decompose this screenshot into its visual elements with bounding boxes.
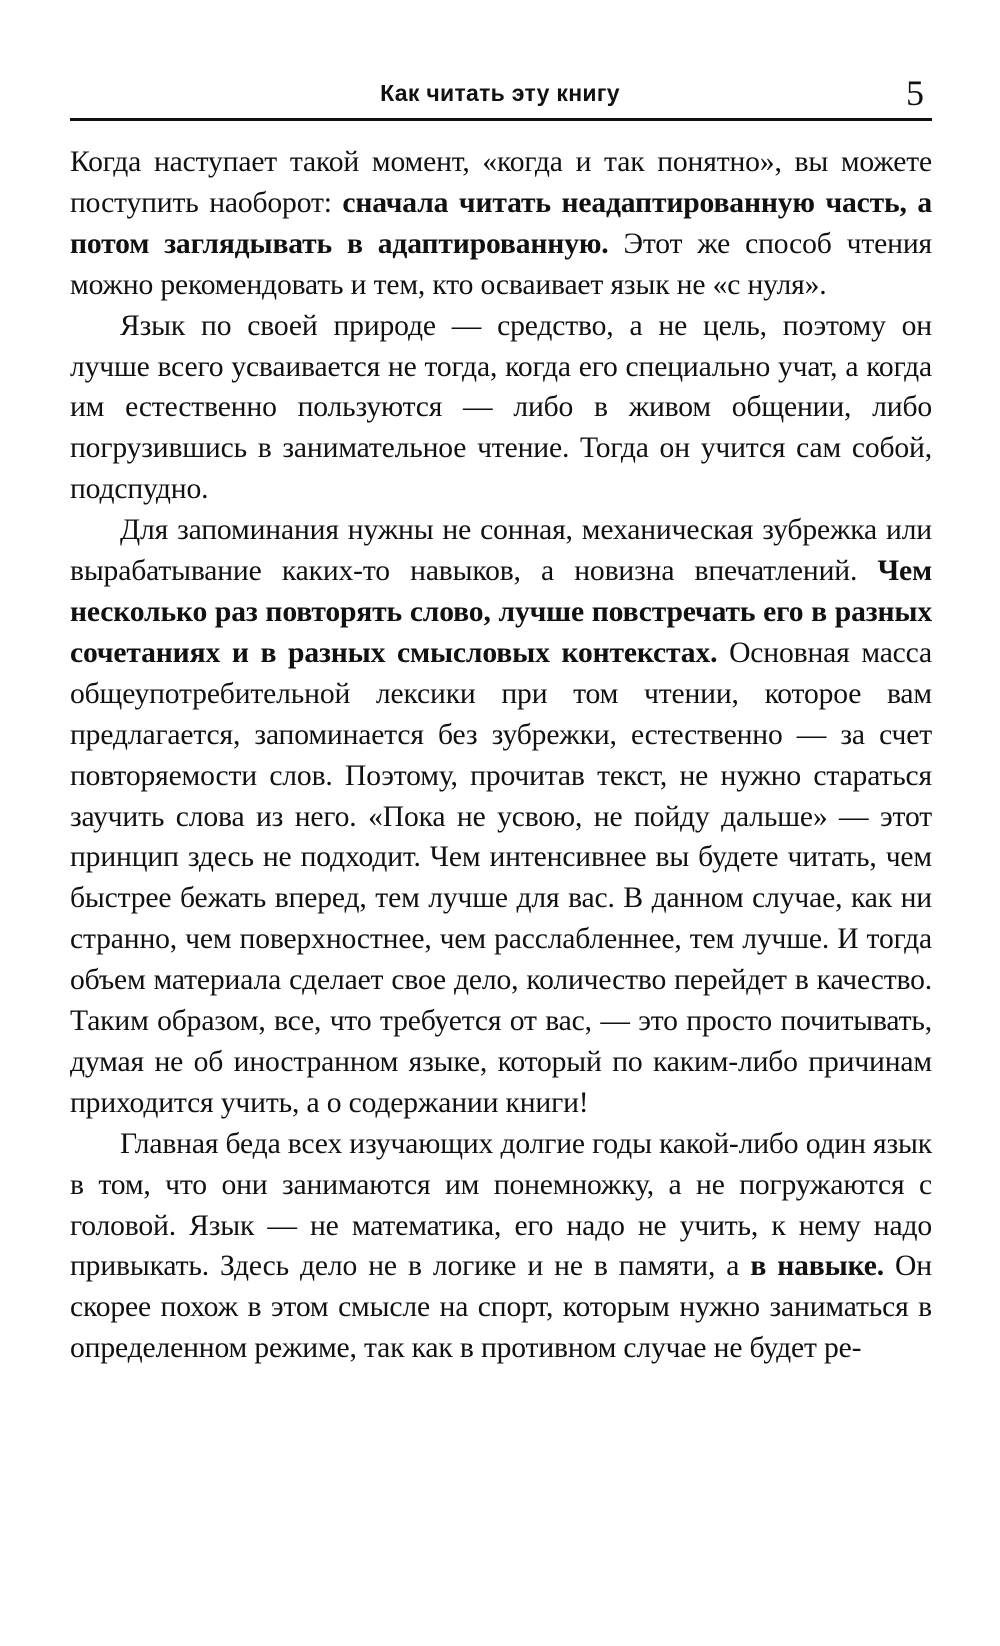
text-segment: Этот же способ чтения можно рекомендовать и тем, кто осваивает язык не «с нуля». <box>70 227 932 301</box>
page-number: 5 <box>906 73 924 113</box>
emphasis-segment: Чем несколько раз повторять слово, лучше повстречать его в разных сочетаниях и в разных смысловых контекстах. <box>70 555 932 669</box>
running-head <box>70 73 930 118</box>
paragraph-1 <box>70 142 932 306</box>
paragraph-3 <box>70 510 932 1124</box>
text-segment: Для запоминания нужны не сонная, механическая зубрежка или вырабатывание каких-то навыков, а новизна впечатлений. <box>70 514 932 588</box>
text-segment: Когда наступает такой момент, «когда и так понятно», вы можете поступить наоборот: <box>70 146 932 219</box>
header-rule <box>70 118 932 121</box>
text-segment: Основная масса общеупотребительной лексики при том чтении, которое вам предлагается, запоминается без зубрежки, естественно — за счет повторяемости слов. Поэтому, прочитав текст, не нужно стараться заучить слова из него. «Пока не усвою, не пойду дальше» — этот принцип здесь не подходит. Чем интенсивнее вы будете читать, чем быстрее бежать вперед, тем лучше для вас. В данном случае, как ни странно, чем поверхностнее, чем расслабленнее, тем лучше. И тогда объем материала сделает свое дело, количество перейдет в качество. Таким образом, все, что требуется от вас, — это просто почитывать, думая не об иностранном языке, который по каким-либо причинам приходится учить, а о содержании книги! <box>70 636 932 1119</box>
paragraph-2 <box>70 306 932 511</box>
emphasis-segment: в навыке. <box>750 1250 884 1283</box>
emphasis-segment: сначала читать неадаптированную часть, а потом заглядывать в адаптированную. <box>70 186 932 260</box>
text-segment: Главная беда всех изучающих долгие годы какой-либо один язык в том, что они занимаются им понемножку, а не погружаются с головой. Язык — не математика, его надо не учить, к нему надо привыкать. Здесь дело не в логике и не в памяти, а <box>70 1127 932 1283</box>
running-title: Как читать эту книгу <box>380 80 620 106</box>
paragraph-4 <box>70 1124 932 1369</box>
body-text <box>70 142 932 1369</box>
text-segment: Язык по своей природе — средство, а не цель, поэтому он лучше всего усваивается не тогда, когда его специально учат, а когда им естественно пользуются — либо в живом общении, либо погрузившись в занимательное чтение. Тогда он учится сам собой, подспудно. <box>70 309 932 506</box>
text-segment: Он скорее похож в этом смысле на спорт, которым нужно заниматься в определенном режиме, так как в противном случае не будет ре- <box>70 1250 932 1365</box>
